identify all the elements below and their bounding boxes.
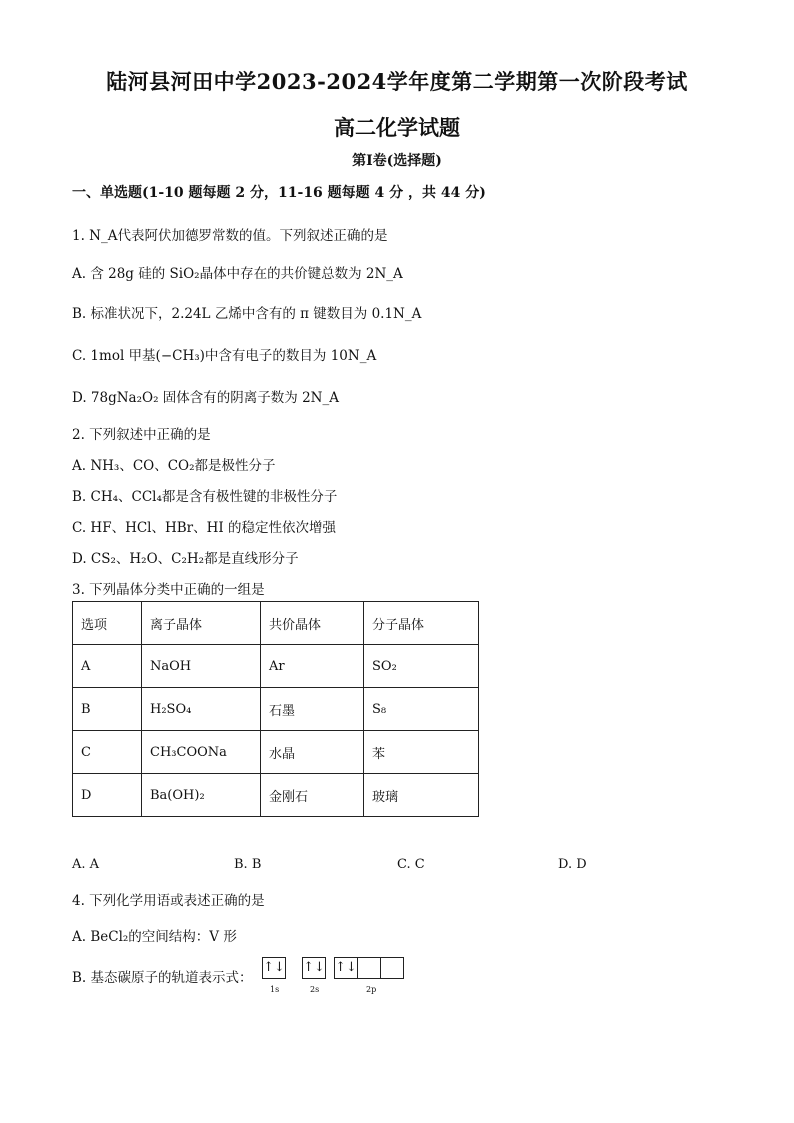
table-header-cell: 分子晶体 bbox=[364, 602, 479, 645]
table-header-cell: 离子晶体 bbox=[142, 602, 261, 645]
question-2-option-d: D. CS₂、H₂O、C₂H₂都是直线形分子 bbox=[72, 551, 299, 567]
question-3-stem: 3. 下列晶体分类中正确的一组是 bbox=[72, 582, 265, 598]
table-header-row bbox=[73, 602, 479, 645]
table-cell: SO₂ bbox=[364, 645, 479, 688]
table-cell: A bbox=[73, 645, 142, 688]
question-3-option-c: C. C bbox=[397, 857, 425, 872]
table-cell: Ba(OH)₂ bbox=[142, 774, 261, 817]
table-row bbox=[73, 645, 479, 688]
question-3-option-b: B. B bbox=[234, 857, 262, 872]
question-4-option-b: B. 基态碳原子的轨道表示式： bbox=[72, 970, 253, 986]
question-1-option-b: B. 标准状况下，2.24L 乙烯中含有的 π 键数目为 0.1N_A bbox=[72, 306, 422, 322]
orbital-box-2p-2 bbox=[357, 957, 381, 979]
orbital-label-1s: 1s bbox=[270, 985, 280, 994]
orbital-box-2p-3 bbox=[380, 957, 404, 979]
table-row bbox=[73, 688, 479, 731]
orbital-box-2p-1: ↑↓ bbox=[334, 957, 358, 979]
orbital-box-1s: ↑↓ bbox=[262, 957, 286, 979]
table-cell: B bbox=[73, 688, 142, 731]
exam-subtitle: 高二化学试题 bbox=[334, 115, 460, 140]
table-header-cell: 共价晶体 bbox=[261, 602, 364, 645]
table-cell: 玻璃 bbox=[364, 774, 479, 817]
table-cell: D bbox=[73, 774, 142, 817]
question-2-option-c: C. HF、HCl、HBr、HI 的稳定性依次增强 bbox=[72, 520, 337, 536]
question-1-stem: 1. N_A代表阿伏加德罗常数的值。下列叙述正确的是 bbox=[72, 228, 388, 244]
question-2-option-b: B. CH₄、CCl₄都是含有极性键的非极性分子 bbox=[72, 489, 338, 505]
section-heading: 一、单选题(1-10 题每题 2 分，11-16 题每题 4 分 ，共 44 分) bbox=[72, 185, 486, 201]
table-row bbox=[73, 774, 479, 817]
question-2-stem: 2. 下列叙述中正确的是 bbox=[72, 427, 211, 443]
table-cell: CH₃COONa bbox=[142, 731, 261, 774]
table-cell: 石墨 bbox=[261, 688, 364, 731]
table-cell: 水晶 bbox=[261, 731, 364, 774]
crystal-classification-table bbox=[72, 601, 479, 817]
question-1-option-a: A. 含 28g 硅的 SiO₂晶体中存在的共价键总数为 2N_A bbox=[72, 266, 403, 282]
table-cell: 苯 bbox=[364, 731, 479, 774]
question-3-option-d: D. D bbox=[558, 857, 587, 872]
volume-heading: 第Ⅰ卷(选择题) bbox=[352, 153, 442, 169]
question-3-option-a: A. A bbox=[72, 857, 100, 872]
table-header-cell: 选项 bbox=[73, 602, 142, 645]
orbital-box-2s: ↑↓ bbox=[302, 957, 326, 979]
question-4-option-a: A. BeCl₂的空间结构：V 形 bbox=[72, 929, 237, 945]
table-cell: S₈ bbox=[364, 688, 479, 731]
exam-title: 陆河县河田中学2023-2024学年度第二学期第一次阶段考试 bbox=[106, 69, 688, 94]
table-cell: NaOH bbox=[142, 645, 261, 688]
table-row bbox=[73, 731, 479, 774]
question-4-stem: 4. 下列化学用语或表述正确的是 bbox=[72, 893, 265, 909]
question-1-option-d: D. 78gNa₂O₂ 固体含有的阴离子数为 2N_A bbox=[72, 390, 339, 406]
orbital-label-2p: 2p bbox=[366, 985, 377, 994]
question-2-option-a: A. NH₃、CO、CO₂都是极性分子 bbox=[72, 458, 276, 474]
table-cell: C bbox=[73, 731, 142, 774]
question-1-option-c: C. 1mol 甲基(−CH₃)中含有电子的数目为 10N_A bbox=[72, 348, 377, 364]
table-cell: Ar bbox=[261, 645, 364, 688]
table-cell: 金刚石 bbox=[261, 774, 364, 817]
orbital-label-2s: 2s bbox=[310, 985, 320, 994]
table-cell: H₂SO₄ bbox=[142, 688, 261, 731]
